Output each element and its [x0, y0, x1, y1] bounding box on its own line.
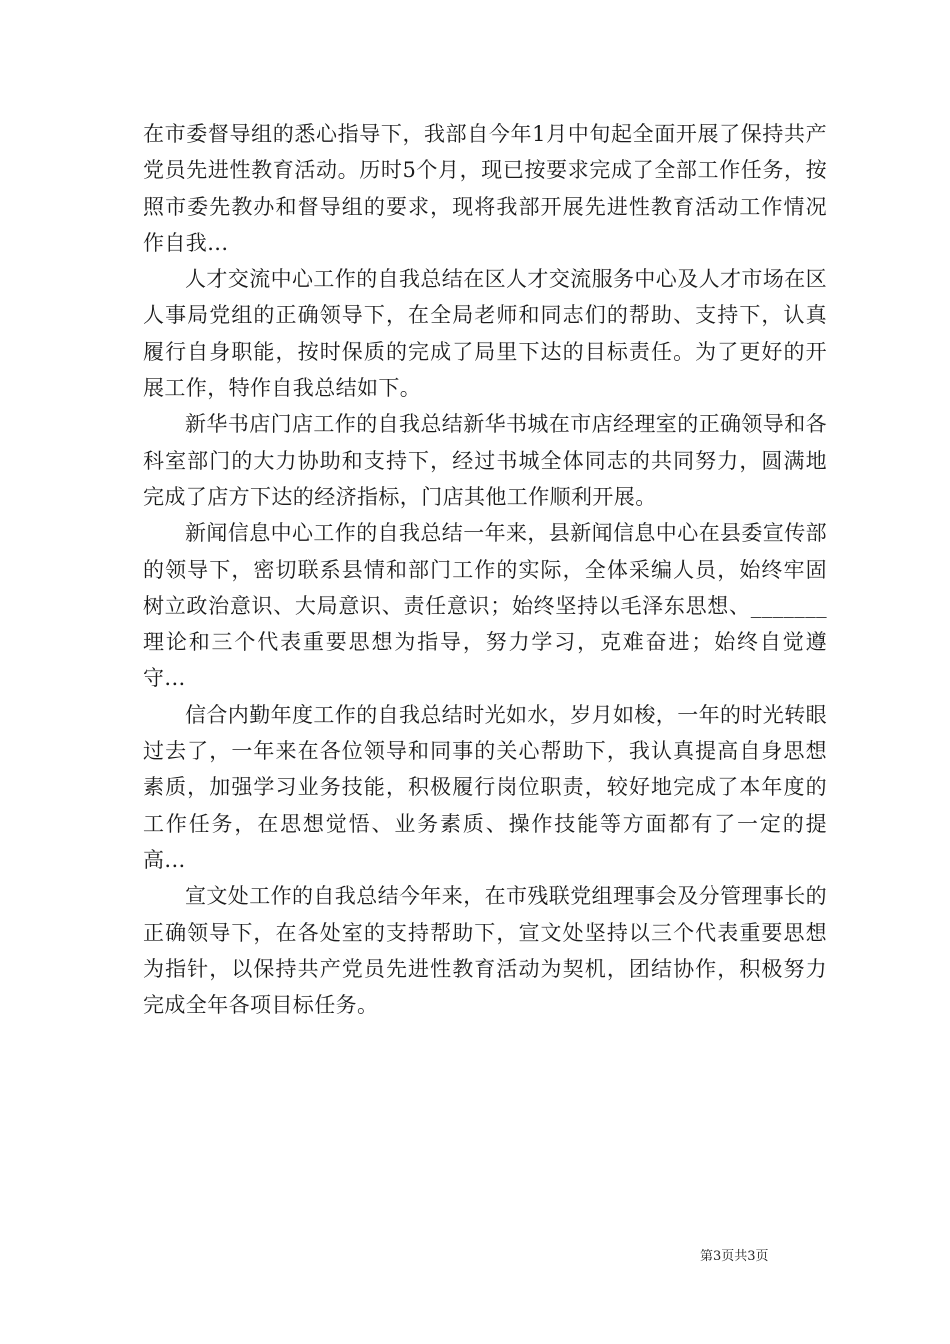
document-body — [143, 116, 827, 1023]
paragraph-6: 宣文处工作的自我总结今年来，在市残联党组理事会及分管理事长的正确领导下，在各处室的支持帮助下，宣文处坚持以三个代表重要思想为指针，以保持共产党员先进性教育活动为契机，团结协作，积极努力完成全年各项目标任务。 — [143, 884, 827, 1018]
paragraph-3: 新华书店门店工作的自我总结新华书城在市店经理室的正确领导和各科室部门的大力协助和支持下，经过书城全体同志的共同努力，圆满地完成了店方下达的经济指标，门店其他工作顺利开展。 — [143, 412, 827, 509]
paragraph-1: 在市委督导组的悉心指导下，我部自今年1月中旬起全面开展了保持共产党员先进性教育活动。历时5个月，现已按要求完成了全部工作任务，按照市委先教办和督导组的要求，现将我部开展先进性教育活动工作情况作自我... — [143, 122, 827, 255]
paragraph-5: 信合内勤年度工作的自我总结时光如水，岁月如梭，一年的时光转眼过去了，一年来在各位领导和同事的关心帮助下，我认真提高自身思想素质，加强学习业务技能，积极履行岗位职责，较好地完成了本年度的工作任务，在思想觉悟、业务素质、操作技能等方面都有了一定的提高... — [143, 702, 827, 872]
page-number: 第3页共3页 — [700, 1249, 769, 1264]
paragraph-4: 新闻信息中心工作的自我总结一年来，县新闻信息中心在县委宣传部的领导下，密切联系县情和部门工作的实际，全体采编人员，始终牢固树立政治意识、大局意识、责任意识；始终坚持以毛泽东思想、_______理论和三个代表重要思想为指导，努力学习，克难奋进；始终自觉遵守... — [143, 521, 827, 691]
paragraph-2: 人才交流中心工作的自我总结在区人才交流服务中心及人才市场在区人事局党组的正确领导下，在全局老师和同志们的帮助、支持下，认真履行自身职能，按时保质的完成了局里下达的目标责任。为了更好的开展工作，特作自我总结如下。 — [143, 267, 827, 401]
